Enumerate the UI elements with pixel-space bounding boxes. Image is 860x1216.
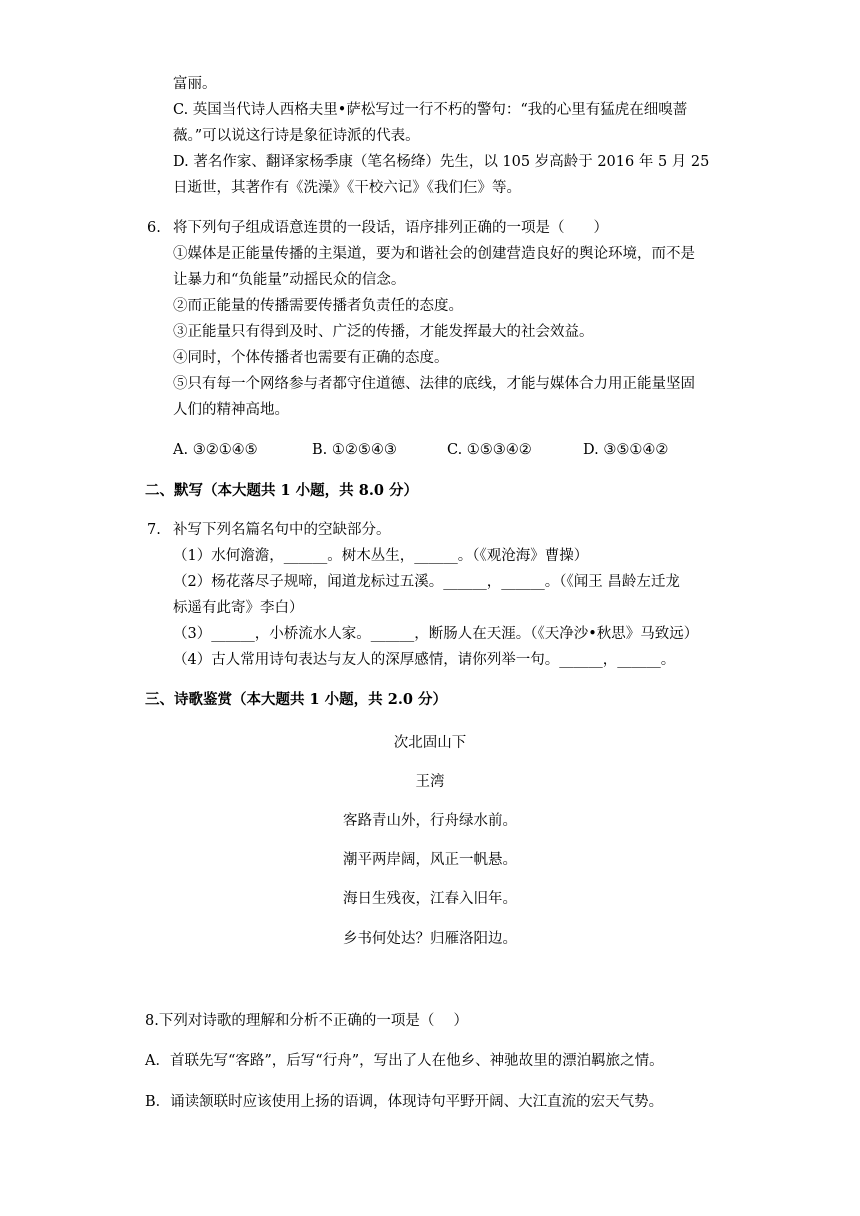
section-2-heading: 二、默写（本大题共 1 小题，共 8.0 分） [145,482,419,499]
q6-sentence-1a: ①媒体是正能量传播的主渠道，要为和谐社会的创建营造良好的舆论环境，而不是 [173,246,695,262]
q8-option-b: B．诵读颔联时应该使用上扬的语调，体现诗句平野开阔、大江直流的宏天气势。 [145,1094,664,1110]
q7-item-1: （1）水何澹澹，______。树木丛生，______。（《观沧海》曹操） [173,548,589,564]
q6-number: 6. [147,220,161,236]
q6-sentence-1b: 让暴力和“负能量”动摇民众的信念。 [173,272,406,288]
q6-sentence-2: ②而正能量的传播需要传播者负责任的态度。 [173,298,463,314]
poem-line-3: 海日生残夜，江春入旧年。 [343,891,517,907]
section-3-heading: 三、诗歌鉴赏（本大题共 1 小题，共 2.0 分） [145,691,448,708]
q6-sentence-3: ③正能量只有得到及时、广泛的传播，才能发挥最大的社会效益。 [173,324,594,340]
poem-line-4: 乡书何处达？归雁洛阳边。 [343,931,517,947]
q6-option-c: C. ①⑤③④② [447,442,532,458]
q6-option-a: A. ③②①④⑤ [173,442,258,458]
q5-option-c-line2: 薇。”可以说这行诗是象征诗派的代表。 [173,128,420,144]
q5-option-d-line2: 日逝世，其著作有《洗澡》《干校六记》《我们仨》等。 [173,180,521,196]
q7-number: 7. [147,522,161,538]
poem-title: 次北固山下 [393,735,467,751]
q7-item-2a: （2）杨花落尽子规啼，闻道龙标过五溪。______，______。（《闻王 昌龄左迁龙 [173,574,680,590]
q6-option-b: B. ①②⑤④③ [312,442,397,458]
q6-sentence-4: ④同时，个体传播者也需要有正确的态度。 [173,350,449,366]
q7-item-2b: 标遥有此寄》李白） [173,600,304,616]
poem-line-2: 潮平两岸阔，风正一帆悬。 [343,852,517,868]
poem-line-1: 客路青山外，行舟绿水前。 [343,813,517,829]
q7-stem: 补写下列名篇名句中的空缺部分。 [173,522,391,538]
q8-stem: 8.下列对诗歌的理解和分析不正确的一项是（ ） [145,1013,468,1029]
q6-sentence-5a: ⑤只有每一个网络参与者都守住道德、法律的底线，才能与媒体合力用正能量坚固 [173,376,695,392]
q7-item-4: （4）古人常用诗句表达与友人的深厚感情，请你列举一句。______，______。 [173,652,676,668]
q6-sentence-5b: 人们的精神高地。 [173,402,289,418]
q8-option-a: A．首联先写“客路”，后写“行舟”，写出了人在他乡、神驰故里的漂泊羁旅之情。 [145,1053,664,1069]
q6-stem: 将下列句子组成语意连贯的一段话，语序排列正确的一项是（ ） [173,220,608,236]
q5-option-d-line1: D. 著名作家、翻译家杨季康（笔名杨绛）先生，以 105 岁高龄于 2016 年 5 月 25 [173,154,710,170]
q6-option-d: D. ③⑤①④② [583,442,669,458]
q7-item-3: （3）______，小桥流水人家。______，断肠人在天涯。（《天净沙•秋思》马致远） [173,626,699,642]
poem-author: 王湾 [415,774,445,790]
q5-option-c-line1: C. 英国当代诗人西格夫里•萨松写过一行不朽的警句：“我的心里有猛虎在细嗅蔷 [173,102,688,118]
q5-option-b-tail: 富丽。 [173,76,217,92]
